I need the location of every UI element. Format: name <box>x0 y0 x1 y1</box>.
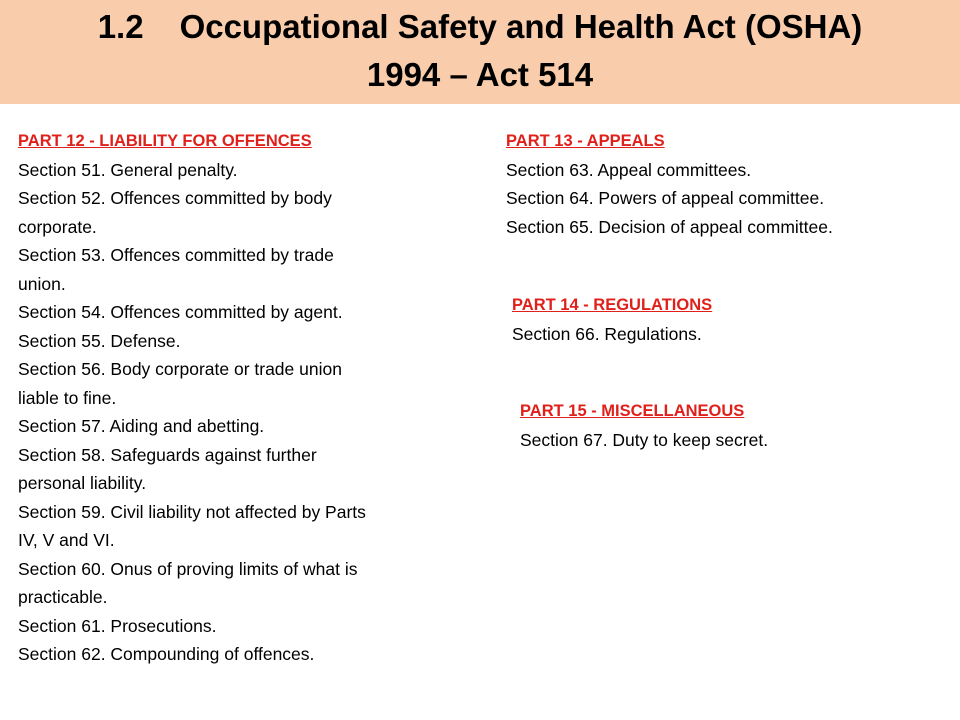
part-12-line: union. <box>18 273 66 294</box>
part-13-heading: PART 13 - APPEALS <box>506 132 665 150</box>
part-13-block <box>506 127 946 241</box>
part-14-block <box>512 291 942 348</box>
slide-subtitle: 1994 – Act 514 <box>366 56 594 93</box>
part-12-line: corporate. <box>18 216 97 237</box>
part-15-heading: PART 15 - MISCELLANEOUS <box>520 402 745 420</box>
part-12-line: Section 61. Prosecutions. <box>18 615 217 636</box>
slide-title <box>0 7 960 47</box>
part-12-line: Section 51. General penalty. <box>18 159 238 180</box>
part-12-line: Section 59. Civil liability not affected by Parts <box>18 501 366 522</box>
part-15-block <box>520 397 950 454</box>
part-15-line: Section 67. Duty to keep secret. <box>520 429 769 450</box>
title-banner <box>0 0 960 104</box>
part-12-line: Section 55. Defense. <box>18 330 181 351</box>
part-12-line: Section 54. Offences committed by agent. <box>18 302 343 322</box>
part-14-line: Section 66. Regulations. <box>512 323 702 344</box>
part-14-heading: PART 14 - REGULATIONS <box>512 296 713 314</box>
part-13-line: Section 63. Appeal committees. <box>506 159 752 180</box>
part-12-line: Section 53. Offences committed by trade <box>18 245 334 265</box>
part-13-line: Section 64. Powers of appeal committee. <box>506 188 825 208</box>
part-12-line: IV, V and VI. <box>18 530 115 550</box>
part-13-line: Section 65. Decision of appeal committee. <box>506 216 833 237</box>
part-12-line: Section 57. Aiding and abetting. <box>18 416 265 436</box>
part-12-line: Section 56. Body corporate or trade union <box>18 359 342 379</box>
part-12-heading: PART 12 - LIABILITY FOR OFFENCES <box>18 132 312 150</box>
part-12-line: practicable. <box>18 587 108 607</box>
title-text: Occupational Safety and Health Act (OSHA) <box>179 8 863 45</box>
part-12-line: Section 58. Safeguards against further <box>18 444 317 465</box>
title-number: 1.2 <box>97 8 144 45</box>
part-12-line: Section 60. Onus of proving limits of what is <box>18 558 358 579</box>
part-12-line: personal liability. <box>18 473 147 493</box>
part-12-line: Section 52. Offences committed by body <box>18 188 332 208</box>
part-12-line: liable to fine. <box>18 387 117 408</box>
part-12-line: Section 62. Compounding of offences. <box>18 644 315 664</box>
part-12-block <box>18 127 468 669</box>
